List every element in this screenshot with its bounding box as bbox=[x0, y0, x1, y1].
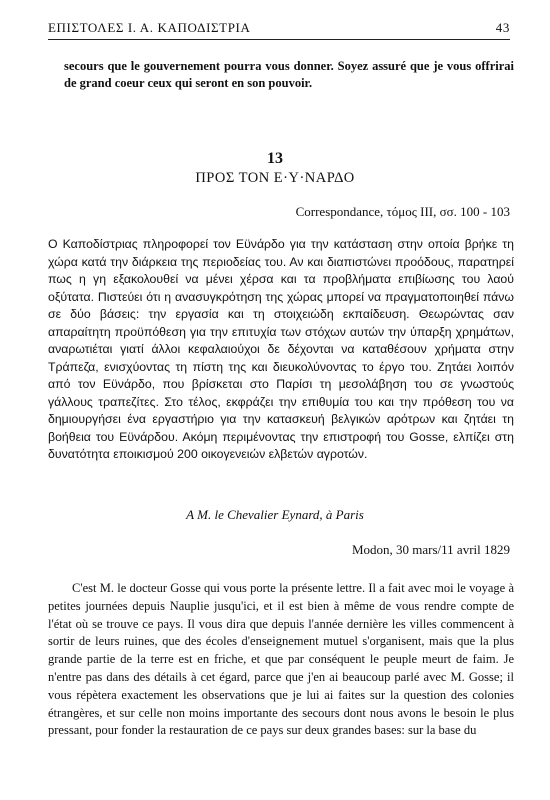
addressee-line: A M. le Chevalier Eynard, à Paris bbox=[186, 507, 364, 522]
body-paragraph: C'est M. le docteur Gosse qui vous porte la présente lettre. Il a fait avec moi le voyage à petites journées depuis Nauplie jusqu'ici, et il est bien à même de vous rendre compte de l'état où se trouve ce pays. Il vous dira que depuis l'année dernière les villes commencent à sortir de leurs ruines, que des écoles d'enseignement mutuel s'organisent, mais que la plus grande partie de la terre est en friche, et que par conséquent le peuple meurt de faim. Je n'entre pas dans des détails à cet égard, parce que j'en ai beaucoup parlé avec M. Gosse; il vous répètera exactement les observations que je lui ai faites sur la question des colonies étrangères, et sur celle non moins importante des secours dont nous avons le besoin le plus pressant, pour fonder la restauration de ce pays sur deux grandes bases: sur la base du bbox=[48, 581, 514, 738]
source-reference: Correspondance, τόμος III, σσ. 100 - 103 bbox=[295, 204, 510, 219]
previous-letter-ending: secours que le gouvernement pourra vous donner. Soyez assuré que je vous offrirai de grand coeur ceux qui seront en son pouvoir. bbox=[64, 59, 514, 90]
letter-body bbox=[48, 580, 514, 740]
running-header bbox=[48, 20, 510, 40]
running-title: ΕΠΙΣΤΟΛΕΣ Ι. Α. ΚΑΠΟΔΙΣΤΡΙΑ bbox=[48, 20, 251, 35]
page-number: 43 bbox=[495, 20, 510, 35]
letter-title: ΠΡΟΣ ΤΟΝ Ε·Υ·ΝΑΡΔΟ bbox=[195, 170, 355, 186]
summary-paragraph: Ο Καποδίστριας πληροφορεί τον Εϋνάρδο για την κατάσταση στην οποία βρήκε τη χώρα κατά την διάρκεια της περιοδείας του. Αν και διαπιστώνει προόδους, παρατηρεί πως η γη εξακολουθεί να μένει χέρσα και τα προβλήματα επιβίωσης του λαού οξύτατα. Πιστεύει ότι η ανασυγκρότηση της χώρας μπορεί να πραγματοποιηθεί πάνω σε δύο βάσεις: την εργασία και τη στοιχειώδη εκπαίδευση. Θεωρώντας σαν απαραίτητη προϋπόθεση για την επιτυχία των στόχων αυτών την ύπαρξη χρημάτων, αναρωτιέται γιατί άλλοι κεφαλαιούχοι δε δέχονται να καταθέσουν χρήματα στην Τράπεζα, ενισχύοντας τη πίστη της και διευκολύνοντας το έργο του. Ζητάει λοιπόν από τον Εϋνάρδο, που βρίσκεται στο Παρίσι τη μεσολάβηση του σε γνωστούς γάλλους τραπεζίτες. Στο τέλος, εκφράζει την επιθυμία του και την πρόθεση του να δημιουργήσει ένα εργαστήριο για την κατασκευή βελγικών αρότρων και ζητάει τη βοήθεια του Εϋνάρδου. Ακόμη περιμένοντας την επιστροφή του Gosse, ελπίζει στη δυνατότητα εποικισμού 200 οικογενειών ελβετών αγροτών. bbox=[48, 237, 514, 461]
dateline: Modon, 30 mars/11 avril 1829 bbox=[351, 542, 510, 557]
letter-summary bbox=[48, 236, 514, 464]
letter-number: 13 bbox=[267, 150, 283, 167]
